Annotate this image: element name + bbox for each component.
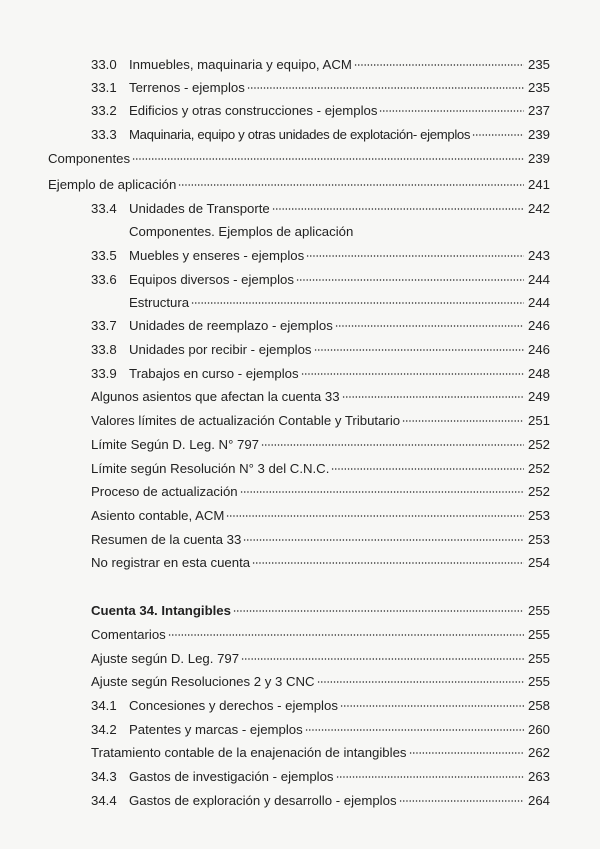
dot-leader: [178, 184, 524, 186]
toc-entry-title: Ejemplo de aplicación: [48, 177, 177, 192]
toc-entry-limite-resolucion: [91, 459, 550, 479]
toc-section-number: 33.7: [91, 318, 117, 333]
dot-leader: [132, 158, 524, 160]
toc-entry-title: Ajuste según Resoluciones 2 y 3 CNC: [91, 674, 315, 689]
toc-entry-title: No registrar en esta cuenta: [91, 555, 251, 570]
toc-entry-resumen-cuenta: [91, 530, 550, 550]
toc-page-number: 251: [527, 413, 550, 428]
toc-entry-title: Tratamiento contable de la enajenación de intangibles: [91, 745, 407, 760]
toc-entry-title: Trabajos en curso - ejemplos: [129, 366, 299, 381]
toc-entry-ajuste-resoluciones: [91, 672, 550, 692]
toc-entry-title: Unidades de reemplazo - ejemplos: [129, 318, 333, 333]
toc-page-number: 235: [527, 57, 550, 72]
toc-section-number: 33.9: [91, 366, 117, 381]
toc-entry-33-0: [91, 55, 550, 75]
dot-leader: [331, 468, 524, 470]
toc-entry-title: Terrenos - ejemplos: [129, 80, 245, 95]
dot-leader: [240, 491, 524, 493]
toc-entry-title: Valores límites de actualización Contable y Tributario: [91, 413, 401, 428]
dot-leader: [272, 208, 524, 210]
toc-entry-33-4: [91, 199, 550, 219]
toc-entry-34-1: [91, 696, 550, 716]
toc-entry-title: Gastos de investigación - ejemplos: [129, 769, 334, 784]
toc-page-number: 255: [527, 651, 550, 666]
toc-page-number: 244: [527, 295, 550, 310]
toc-section-number: 33.2: [91, 103, 117, 118]
toc-entry-33-6: [91, 270, 550, 290]
dot-leader: [243, 539, 524, 541]
toc-page-number: 252: [527, 484, 550, 499]
dot-leader: [233, 610, 524, 612]
toc-section-number: 33.3: [91, 127, 117, 142]
toc-entry-estructura: [129, 293, 550, 313]
toc-entry-33-9: [91, 364, 550, 384]
toc-entry-title: Algunos asientos que afectan la cuenta 33: [91, 389, 340, 404]
dot-leader: [342, 396, 524, 398]
toc-page-number: 255: [527, 603, 550, 618]
toc-entry-33-2: [91, 101, 550, 121]
toc-entry-33-7: [91, 316, 550, 336]
toc-section-number: 34.2: [91, 722, 117, 737]
toc-page-number: 263: [527, 769, 550, 784]
toc-page-number: 246: [527, 342, 550, 357]
toc-entry-title: Estructura: [129, 295, 190, 310]
dot-leader: [241, 658, 524, 660]
toc-page-number: 253: [527, 508, 550, 523]
toc-entry-algunos-asientos: [91, 387, 550, 407]
toc-page-number: 237: [527, 103, 550, 118]
dot-leader: [168, 634, 524, 636]
toc-page-number: 244: [527, 272, 550, 287]
dot-leader: [252, 562, 524, 564]
toc-entry-title: Proceso de actualización: [91, 484, 238, 499]
toc-page-number: 258: [527, 698, 550, 713]
toc-page-number: 254: [527, 555, 550, 570]
toc-entry-title: Cuenta 34. Intangibles: [91, 603, 231, 618]
toc-entry-title: Componentes: [48, 151, 131, 166]
dot-leader: [191, 302, 524, 304]
toc-entry-ajuste-d-leg: [91, 649, 550, 669]
dot-leader: [296, 279, 524, 281]
toc-entry-cuenta-34: [91, 601, 550, 621]
toc-entry-title: Edificios y otras construcciones - ejemplos: [129, 103, 378, 118]
dot-leader: [399, 800, 524, 802]
toc-entry-componentes: [48, 149, 550, 169]
toc-entry-title: Resumen de la cuenta 33: [91, 532, 242, 547]
toc-entry-title: Límite según Resolución N° 3 del C.N.C.: [91, 461, 330, 476]
toc-page-number: 249: [527, 389, 550, 404]
toc-entry-componentes-ejemplos: [129, 222, 550, 242]
toc-entry-title: Inmuebles, maquinaria y equipo, ACM: [129, 57, 352, 72]
toc-entry-34-2: [91, 720, 550, 740]
toc-entry-title: Comentarios: [91, 627, 166, 642]
dot-leader: [354, 64, 524, 66]
toc-page-number: 242: [527, 201, 550, 216]
toc-page-number: 253: [527, 532, 550, 547]
dot-leader: [226, 515, 524, 517]
toc-entry-title: Unidades de Transporte: [129, 201, 270, 216]
toc-page-number: 255: [527, 627, 550, 642]
toc-section-number: 34.4: [91, 793, 117, 808]
dot-leader: [472, 134, 524, 136]
toc-section-number: 33.1: [91, 80, 117, 95]
toc-page-number: 239: [527, 127, 550, 142]
toc-section-number: 34.3: [91, 769, 117, 784]
toc-entry-title: Concesiones y derechos - ejemplos: [129, 698, 338, 713]
toc-entry-limite-d-leg: [91, 435, 550, 455]
toc-page-number: 248: [527, 366, 550, 381]
toc-entry-title: Muebles y enseres - ejemplos: [129, 248, 305, 263]
toc-entry-title: Gastos de exploración y desarrollo - ejemplos: [129, 793, 397, 808]
dot-leader: [409, 752, 525, 754]
toc-page-number: 246: [527, 318, 550, 333]
toc-entry-title: Patentes y marcas - ejemplos: [129, 722, 303, 737]
dot-leader: [301, 373, 524, 375]
dot-leader: [379, 110, 524, 112]
dot-leader: [336, 776, 524, 778]
toc-entry-title: Componentes. Ejemplos de aplicación: [129, 224, 354, 239]
toc-page-number: 241: [527, 177, 550, 192]
dot-leader: [402, 420, 524, 422]
toc-section-number: 34.1: [91, 698, 117, 713]
toc-page-number: 260: [527, 722, 550, 737]
toc-entry-title: Límite Según D. Leg. N° 797: [91, 437, 260, 452]
toc-page-number: 235: [527, 80, 550, 95]
toc-entry-no-registrar: [91, 553, 550, 573]
toc-entry-title: Maquinaria, equipo y otras unidades de explotación- ejemplos: [129, 127, 471, 142]
dot-leader: [340, 705, 524, 707]
toc-page-number: 239: [527, 151, 550, 166]
dot-leader: [335, 325, 524, 327]
toc-entry-proceso-actualizacion: [91, 482, 550, 502]
dot-leader: [317, 681, 524, 683]
dot-leader: [305, 729, 524, 731]
toc-page-number: 243: [527, 248, 550, 263]
toc-entry-33-3: [91, 125, 550, 145]
toc-entry-valores-limites: [91, 411, 550, 431]
toc-section-number: 33.8: [91, 342, 117, 357]
toc-entry-34-3: [91, 767, 550, 787]
toc-entry-comentarios: [91, 625, 550, 645]
dot-leader: [306, 255, 524, 257]
toc-entry-tratamiento-contable: [91, 743, 550, 763]
toc-entry-asiento-contable: [91, 506, 550, 526]
toc-entry-33-1: [91, 78, 550, 98]
toc-page-number: 252: [527, 437, 550, 452]
toc-page-number: 252: [527, 461, 550, 476]
toc-section-number: 33.4: [91, 201, 117, 216]
toc-section-number: 33.0: [91, 57, 117, 72]
toc-entry-title: Ajuste según D. Leg. 797: [91, 651, 240, 666]
dot-leader: [247, 87, 524, 89]
toc-entry-33-8: [91, 340, 550, 360]
toc-entry-title: Unidades por recibir - ejemplos: [129, 342, 312, 357]
toc-section-number: 33.5: [91, 248, 117, 263]
toc-page-number: 262: [527, 745, 550, 760]
toc-section-number: 33.6: [91, 272, 117, 287]
toc-page-number: 264: [527, 793, 550, 808]
toc-page-number: 255: [527, 674, 550, 689]
toc-entry-title: Asiento contable, ACM: [91, 508, 225, 523]
dot-leader: [314, 349, 524, 351]
toc-entry-title: Equipos diversos - ejemplos: [129, 272, 294, 287]
dot-leader: [261, 444, 524, 446]
toc-entry-ejemplo-aplicacion: [48, 175, 550, 195]
toc-entry-34-4: [91, 791, 550, 811]
toc-entry-33-5: [91, 246, 550, 266]
